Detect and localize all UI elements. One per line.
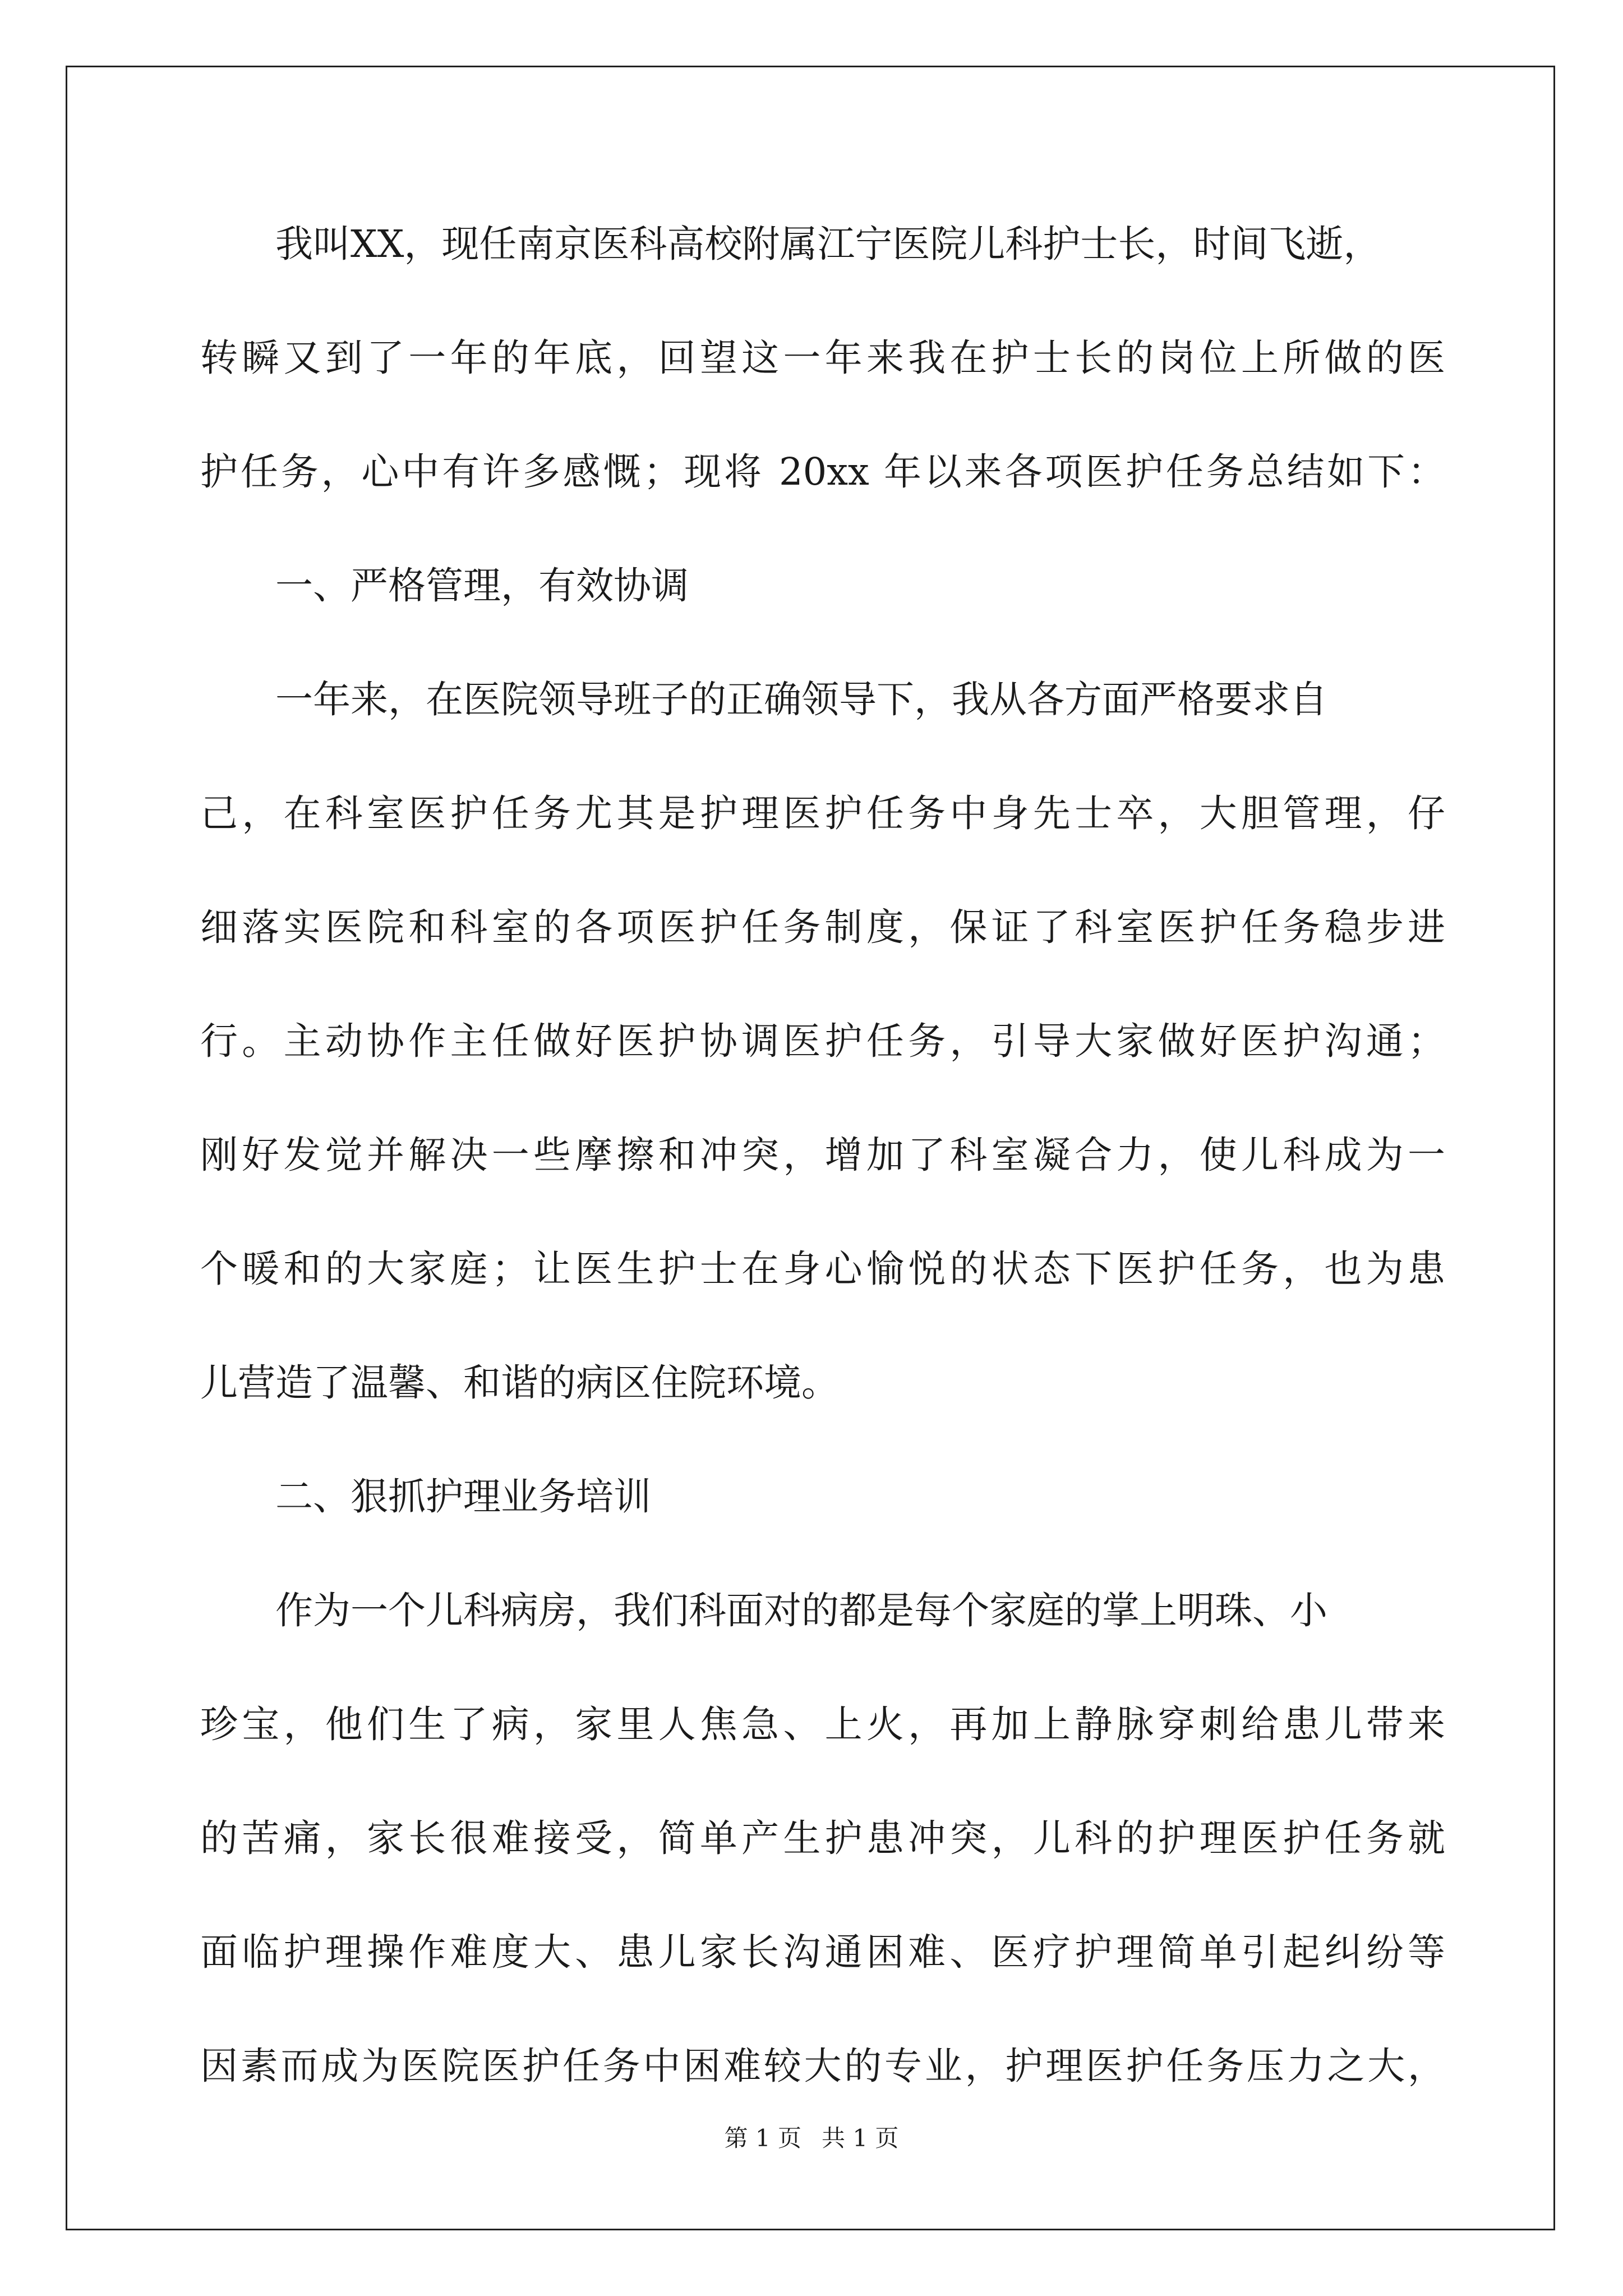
paragraph-line: 细落实医院和科室的各项医护任务制度，保证了科室医护任务稳步进	[200, 905, 1445, 949]
paragraph-line: 刚好发觉并解决一些摩擦和冲突，增加了科室凝合力，使儿科成为一	[200, 1133, 1445, 1177]
paragraph-line: 行。主动协作主任做好医护协调医护任务，引导大家做好医护沟通；	[200, 1019, 1445, 1063]
paragraph-line: 我叫XX，现任南京医科高校附属江宁医院儿科护士长，时间飞逝，	[275, 222, 1381, 266]
page-number: 第 1 页	[724, 2124, 801, 2152]
section-heading: 一、严格管理，有效协调	[275, 564, 689, 608]
paragraph-line: 珍宝，他们生了病，家里人焦急、上火，再加上静脉穿刺给患儿带来	[200, 1703, 1445, 1746]
paragraph-line: 的苦痛，家长很难接受，简单产生护患冲突，儿科的护理医护任务就	[200, 1816, 1445, 1860]
paragraph-line: 护任务，心中有许多感慨；现将 20xx 年以来各项医护任务总结如下：	[200, 450, 1445, 494]
paragraph-line: 因素而成为医院医护任务中困难较大的专业，护理医护任务压力之大，	[200, 2044, 1445, 2088]
page-footer	[0, 2122, 1623, 2155]
paragraph-line: 一年来，在医院领导班子的正确领导下，我从各方面严格要求自	[275, 678, 1327, 721]
paragraph-line: 儿营造了温馨、和谐的病区住院环境。	[200, 1361, 839, 1405]
page-total: 共 1 页	[822, 2124, 899, 2152]
paragraph-line: 面临护理操作难度大、患儿家长沟通困难、医疗护理简单引起纠纷等	[200, 1930, 1445, 1974]
document-body	[200, 216, 1445, 2152]
paragraph-line: 转瞬又到了一年的年底，回望这一年来我在护士长的岗位上所做的医	[200, 336, 1445, 380]
paragraph-line: 个暖和的大家庭；让医生护士在身心愉悦的状态下医护任务，也为患	[200, 1247, 1445, 1291]
paragraph-line: 己，在科室医护任务尤其是护理医护任务中身先士卒，大胆管理，仔	[200, 792, 1445, 835]
paragraph-line: 作为一个儿科病房，我们科面对的都是每个家庭的掌上明珠、小	[275, 1589, 1327, 1632]
section-heading: 二、狠抓护理业务培训	[275, 1475, 651, 1519]
